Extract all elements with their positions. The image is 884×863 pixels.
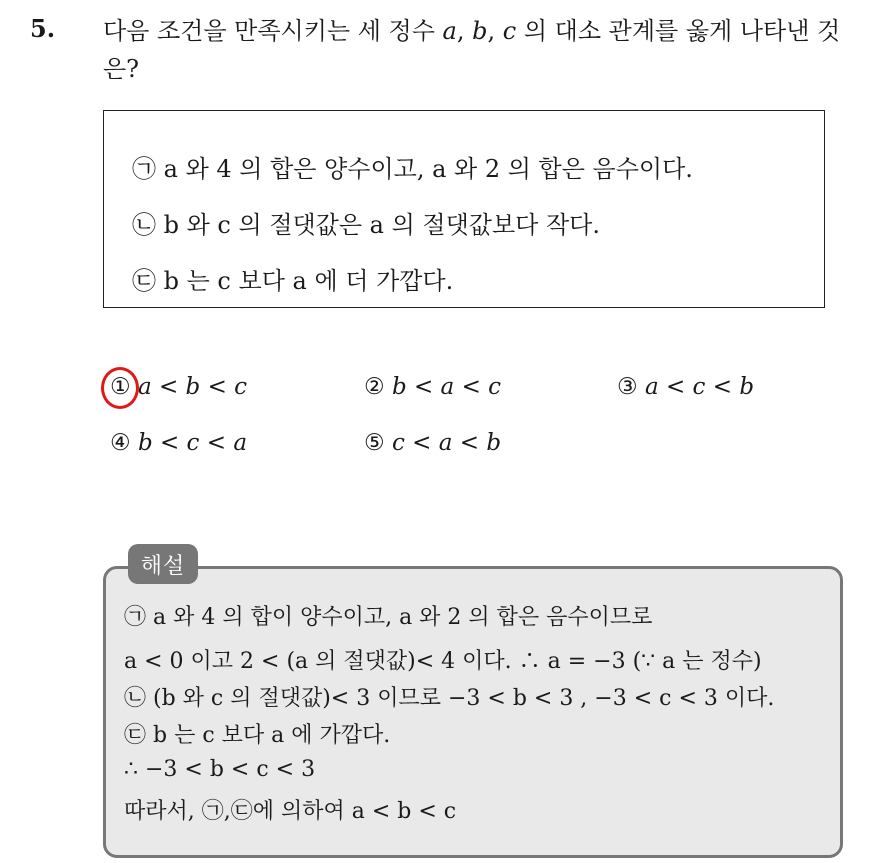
solution-line-6: 따라서, ㉠,㉢에 의하여 a < b < c bbox=[124, 799, 457, 824]
solution-line-5: ∴ −3 < b < c < 3 bbox=[124, 757, 316, 782]
choice-expr-5: c < a < b bbox=[391, 430, 502, 456]
choice-number-2: ② bbox=[364, 374, 385, 400]
question-text: 다음 조건을 만족시키는 세 정수 a, b, c 의 대소 관계를 옳게 나타낸 것은? bbox=[103, 17, 841, 83]
choice-number-3: ③ bbox=[617, 374, 638, 400]
solution-tab-label: 해설 bbox=[140, 553, 186, 579]
condition-text-2: b 와 c 의 절댓값은 a 의 절댓값보다 작다. bbox=[156, 211, 600, 239]
choice-4[interactable] bbox=[110, 430, 247, 456]
choice-number-1: ① bbox=[110, 374, 131, 400]
condition-3 bbox=[132, 261, 453, 296]
solution-line-2: a < 0 이고 2 < (a 의 절댓값)< 4 이다. ∴ a = −3 (∵ a 는 정수) bbox=[124, 649, 762, 674]
solution-line-3: ㉡ (b 와 c 의 절댓값)< 3 이므로 −3 < b < 3 , −3 < c < 3 이다. bbox=[124, 686, 775, 711]
choice-expr-2: b < a < c bbox=[391, 374, 502, 400]
choice-5[interactable] bbox=[364, 430, 501, 456]
condition-marker-2: ㉡ bbox=[132, 211, 156, 239]
solution-line-1: ㉠ a 와 4 의 합이 양수이고, a 와 2 의 합은 음수이므로 bbox=[124, 605, 653, 630]
choice-expr-4: b < c < a bbox=[137, 430, 248, 456]
choice-1[interactable] bbox=[110, 374, 247, 400]
choice-number-5: ⑤ bbox=[364, 430, 385, 456]
choice-expr-3: a < c < b bbox=[644, 374, 755, 400]
choice-2[interactable] bbox=[364, 374, 501, 400]
condition-marker-1: ㉠ bbox=[132, 155, 156, 183]
condition-text-1: a 와 4 의 합은 양수이고, a 와 2 의 합은 음수이다. bbox=[156, 155, 693, 183]
choice-3[interactable] bbox=[617, 374, 754, 400]
solution-line-4: ㉢ b 는 c 보다 a 에 가깝다. bbox=[124, 723, 391, 748]
condition-marker-3: ㉢ bbox=[132, 267, 156, 295]
condition-2 bbox=[132, 205, 600, 240]
question-number: 5. bbox=[30, 14, 56, 43]
conditions-box bbox=[103, 110, 825, 308]
choice-number-4: ④ bbox=[110, 430, 131, 456]
solution-tab bbox=[128, 544, 198, 584]
condition-1 bbox=[132, 149, 693, 184]
condition-text-3: b 는 c 보다 a 에 더 가깝다. bbox=[156, 267, 454, 295]
choice-expr-1: a < b < c bbox=[137, 374, 248, 400]
